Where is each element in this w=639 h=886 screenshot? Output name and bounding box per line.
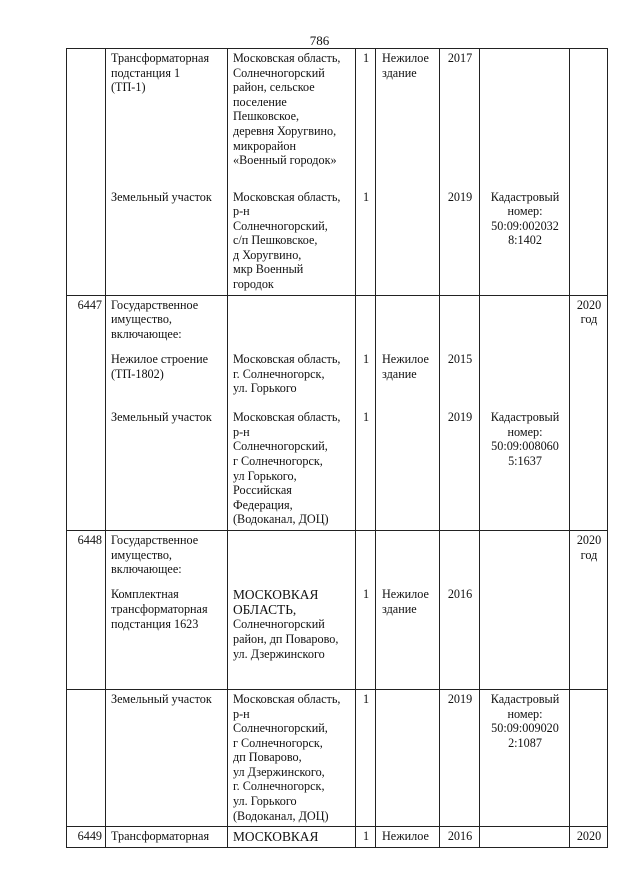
item-type [376,295,440,350]
item-address [228,827,356,848]
table-row [67,827,608,848]
item-quantity: 1 [356,827,376,848]
item-year: 2017 [440,49,480,188]
item-note [480,49,570,188]
item-type: Нежилое здание [376,350,440,408]
item-address: Московская область, р-н Солнечногорский, г Солнечногорск, ул Горького, Российская Федерация, (Водоканал, ДОЦ) [228,408,356,530]
table-row [67,188,608,296]
item-term [570,689,608,826]
row-number [67,49,106,188]
item-name: Земельный участок [106,188,228,296]
item-year: 2016 [440,585,480,689]
item-name: Государственное имущество, включающее: [106,295,228,350]
page-number: 786 [309,33,330,48]
item-term: 2020 [570,827,608,848]
row-number [67,408,106,530]
item-name: Трансформаторная подстанция 1 (ТП-1) [106,49,228,188]
item-address: Московская область, Солнечногорский район, сельское поселение Пешковское, деревня Хоругвино, микрорайон «Военный городок» [228,49,356,188]
item-term [570,585,608,689]
item-year: 2019 [440,408,480,530]
table-row [67,408,608,530]
item-address: Московская область, г. Солнечногорск, ул. Горького [228,350,356,408]
row-number: 6448 [67,530,106,585]
row-number: 6447 [67,295,106,350]
item-year: 2019 [440,188,480,296]
item-type [376,188,440,296]
item-address [228,295,356,350]
item-note: Кадастровый номер: 50:09:009020 2:1087 [480,689,570,826]
row-number: 6449 [67,827,106,848]
item-type: Нежилое здание [376,49,440,188]
row-number [67,689,106,826]
item-quantity: 1 [356,188,376,296]
item-term: 2020 год [570,295,608,350]
table-row [67,350,608,408]
item-quantity: 1 [356,350,376,408]
item-quantity [356,530,376,585]
table-row [67,585,608,689]
item-address [228,530,356,585]
item-name: Государственное имущество, включающее: [106,530,228,585]
row-number [67,350,106,408]
item-note [480,530,570,585]
item-address-caps: МОСКОВКАЯ [233,829,319,845]
item-name: Земельный участок [106,689,228,826]
row-number [67,585,106,689]
item-term [570,408,608,530]
item-quantity [356,295,376,350]
item-note: Кадастровый номер: 50:09:008060 5:1637 [480,408,570,530]
item-year: 2015 [440,350,480,408]
item-term [570,188,608,296]
property-table [66,48,608,848]
item-quantity: 1 [356,49,376,188]
item-quantity: 1 [356,689,376,826]
item-term: 2020 год [570,530,608,585]
item-term [570,350,608,408]
row-number [67,188,106,296]
item-year: 2016 [440,827,480,848]
item-type: Нежилое [376,827,440,848]
item-type [376,408,440,530]
item-address: Московская область, р-н Солнечногорский, с/п Пешковское, д Хоругвино, мкр Военный городок [228,188,356,296]
table-row [67,689,608,826]
item-note: Кадастровый номер: 50:09:002032 8:1402 [480,188,570,296]
item-note [480,827,570,848]
item-note [480,295,570,350]
item-name: Земельный участок [106,408,228,530]
table-row [67,295,608,350]
item-quantity: 1 [356,585,376,689]
item-year [440,530,480,585]
item-name: Трансформаторная [106,827,228,848]
item-year: 2019 [440,689,480,826]
item-address-caps: МОСКОВКАЯ ОБЛАСТЬ, [233,587,319,618]
item-address: Московская область, р-н Солнечногорский, г Солнечногорск, дп Поварово, ул Дзержинского, г. Солнечногорск, ул. Горького (Водоканал, ДОЦ) [228,689,356,826]
item-type [376,689,440,826]
item-term [570,49,608,188]
item-note [480,350,570,408]
item-name: Комплектная трансформаторная подстанция 1623 [106,585,228,689]
item-type: Нежилое здание [376,585,440,689]
item-note [480,585,570,689]
item-quantity: 1 [356,408,376,530]
item-address [228,585,356,689]
item-address-rest: Солнечногорский район, дп Поварово, ул. Дзержинского [233,617,339,661]
item-type [376,530,440,585]
table-row [67,49,608,188]
item-year [440,295,480,350]
item-name: Нежилое строение (ТП-1802) [106,350,228,408]
table-row [67,530,608,585]
